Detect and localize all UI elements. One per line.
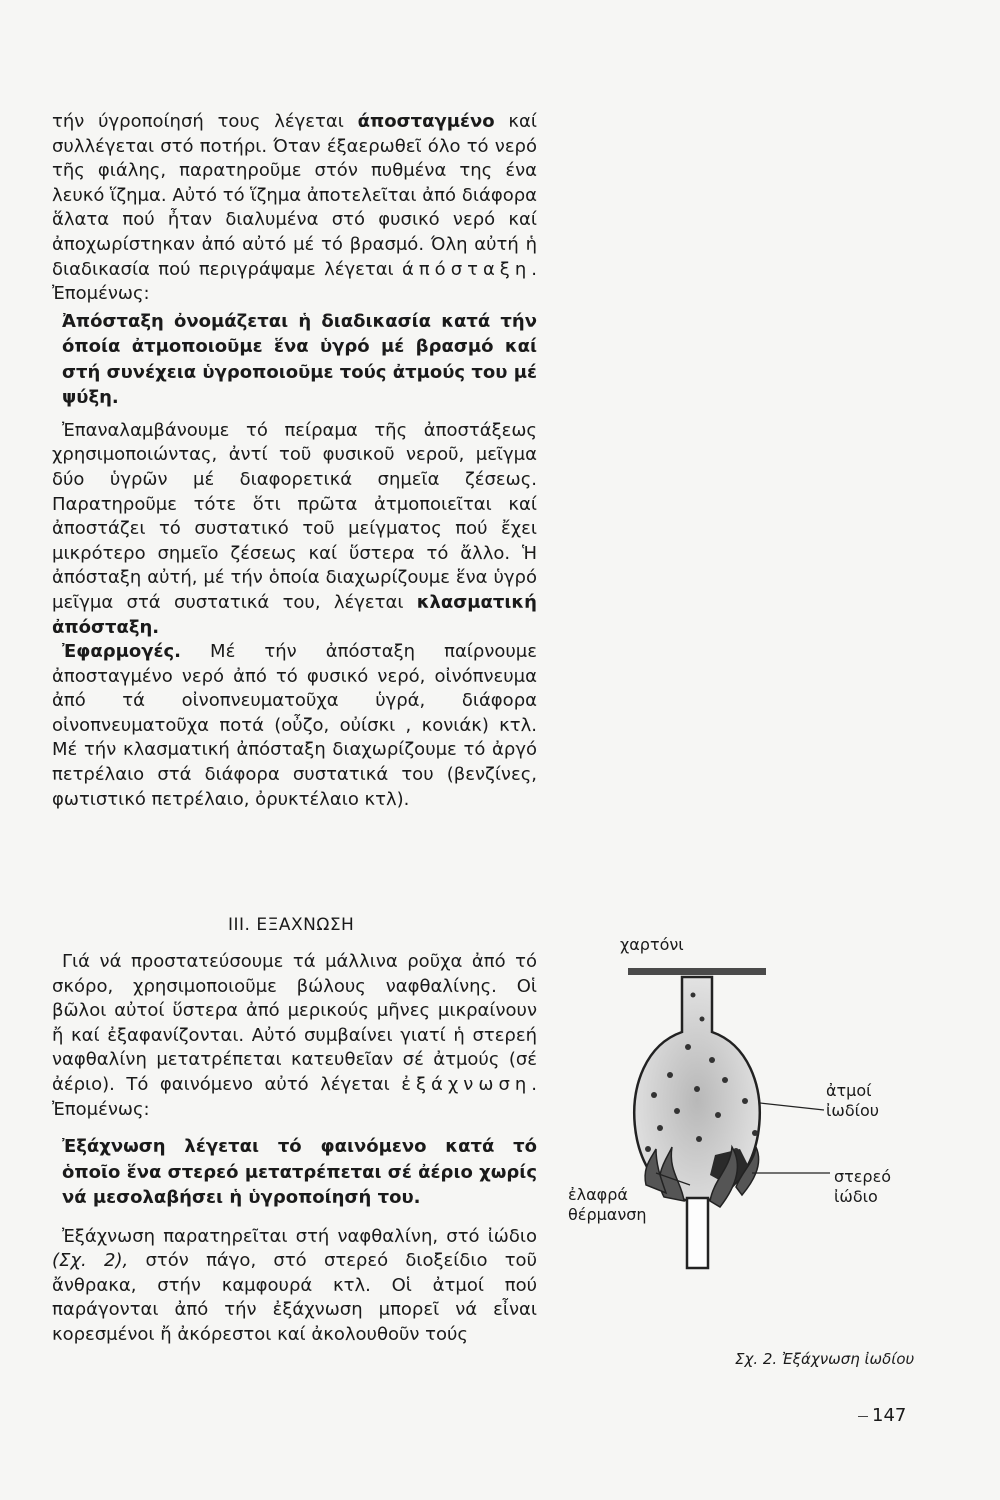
paragraph-sublimation-examples bbox=[52, 1225, 537, 1348]
paragraph-fractional-distillation bbox=[52, 419, 537, 640]
cardboard-cover bbox=[628, 968, 766, 975]
term-distilled: άποσταγμένο bbox=[357, 111, 495, 132]
para3-text-a: Μέ τήν ἀπόσταξη παίρνουμε ἀποσταγμένο νερό ἀπό τό φυσικό νερό, οἰνόπνευμα ἀπό τά οἰνοπνευματοῦχα ὑγρά, διάφορα οἰνοπνευματοῦχα ποτά (οὖζο, οὐίσκι , κονιάκ) κτλ. Μέ τήν κλασματική ἀπόσταξη διαχωρίζουμε τό ἀργό πετρέλαιο στά διάφορα συστατικά του (βενζίνες, φωτιστικό πετρέλαιο, ὀρυκτέλαιο κτλ). bbox=[52, 641, 537, 810]
para5-text-b: στόν πάγο, στό στερεό διοξείδιο τοῦ ἄνθρακα, στήν καμφουρά κτλ. Οἱ ἀτμοί πού παράγονται ἀπό τήν ἐξάχνωση μπορεῖ νά εἶναι κορεσμένοι ἤ ἀκόρεστοι καί ἀκολουθοῦν τούς bbox=[52, 1250, 537, 1346]
paragraph-sublimation-intro bbox=[52, 950, 537, 1122]
vapor-pointer bbox=[760, 1103, 824, 1110]
para2-text-a: Ἐπαναλαμβάνουμε τό πείραμα τῆς ἀποστάξεως χρησιμοποιώντας, ἀντί τοῦ φυσικοῦ νεροῦ, μεῖγμα δύο ὑγρῶν μέ διαφορετικά σημεῖα ζέσεως. Παρατηροῦμε τότε ὅτι πρῶτα ἀτμοποιεῖται καί ἀποστάζει τό συστατικό τοῦ μείγματος πού ἔχει μικρότερο σημεῖο ζέσεως καί ὕστερα τό ἄλλο. Ἡ ἀπόσταξη αὐτή, μέ τήν ὁποία διαχωρίζουμε ἕνα ὑγρό μεῖγμα στά συστατικά του, λέγεται bbox=[52, 419, 537, 613]
paragraph-distillation-intro bbox=[52, 110, 537, 307]
page-number: 147 bbox=[872, 1405, 907, 1426]
label-gentle-heating: ἐλαφρά θέρμανση bbox=[568, 1185, 647, 1224]
figure-iodine-sublimation bbox=[560, 935, 980, 1375]
definition-distillation: Ἀπόσταξη ὀνομάζεται ἡ διαδικασία κατά τήν όποία ἀτμοποιοῦμε ἕνα ὑγρό μέ βρασμό καί στή συνέχεια ὑγροποιοῦμε τούς ἀτμούς του μέ ψύξη. bbox=[62, 310, 537, 409]
term-fractional-distillation: κλασματική ἀπόσταξη. bbox=[52, 591, 537, 638]
figure-caption: Σχ. 2. Ἐξάχνωση ἰωδίου bbox=[735, 1350, 915, 1368]
text-column-lower bbox=[52, 950, 537, 1348]
label-solid-iodine: στερεό ἰώδιο bbox=[834, 1167, 892, 1206]
paragraph-applications bbox=[52, 640, 537, 812]
para5-text-a: Ἐξάχνωση παρατηρεῖται στή ναφθαλίνη, στό ἰώδιο bbox=[62, 1225, 537, 1247]
section-heading-sublimation: III. ΕΞΑΧΝΩΣΗ bbox=[228, 915, 355, 935]
label-cardboard: χαρτόνι bbox=[620, 935, 684, 954]
page-number-dash bbox=[858, 1416, 868, 1417]
flask-illustration bbox=[560, 935, 980, 1375]
text-column-upper bbox=[52, 110, 537, 812]
term-sublimation-spaced: ἐξάχνωση bbox=[401, 1073, 532, 1095]
flask-stem bbox=[687, 1198, 708, 1268]
term-distillation-spaced: άπόσταξη bbox=[401, 258, 532, 280]
definition-sublimation: Ἐξάχνωση λέγεται τό φαινόμενο κατά τό ὁποῖο ἕνα στερεό μετατρέπεται σέ ἀέριο χωρίς νά μεσολαβήσει ἡ ὑγροποίησή του. bbox=[62, 1136, 537, 1209]
para1-text-b: καί συλλέγεται στό ποτήρι. Όταν έξαερωθεῖ όλο τό νερό τῆς φιάλης, παρατηροῦμε στόν πυθμένα της ένα λευκό ἵζημα. Αὐτό τό ἵζημα ἀποτελεῖται ἀπό διάφορα ἅλατα πού ἦταν διαλυμένα στό φυσικό νερό καί ἀποχωρίστηκαν ἀπό αὐτό μέ τό βρασμό. Όλη αὐτή ἡ διαδικασία πού περιγράψαμε λέγεται bbox=[52, 111, 537, 280]
para1-text-c: . Ἐπομένως: bbox=[52, 258, 537, 305]
para4-text-b: . Ἐπομένως: bbox=[52, 1073, 537, 1120]
term-applications: Ἐφαρμογές. bbox=[62, 641, 181, 663]
figure-reference: (Σχ. 2), bbox=[52, 1250, 129, 1272]
label-iodine-vapors: ἀτμοί ἰωδίου bbox=[826, 1081, 880, 1120]
para1-text-a: τήν ύγροποίησή τους λέγεται bbox=[52, 111, 358, 132]
para4-text-a: Γιά νά προστατεύσουμε τά μάλλινα ροῦχα ἀπό τό σκόρο, χρησιμοποιοῦμε βώλους ναφθαλίνης. Οἱ βῶλοι αὐτοί ὕστερα ἀπό μερικούς μῆνες μικραίνουν ἤ καί ἐξαφανίζονται. Αὐτό συμβαίνει γιατί ἡ στερεή ναφθαλίνη μετατρέπεται κατευθεῖαν σέ ἀτμούς (σέ ἀέριο). Τό φαινόμενο αὐτό λέγεται bbox=[52, 951, 537, 1095]
